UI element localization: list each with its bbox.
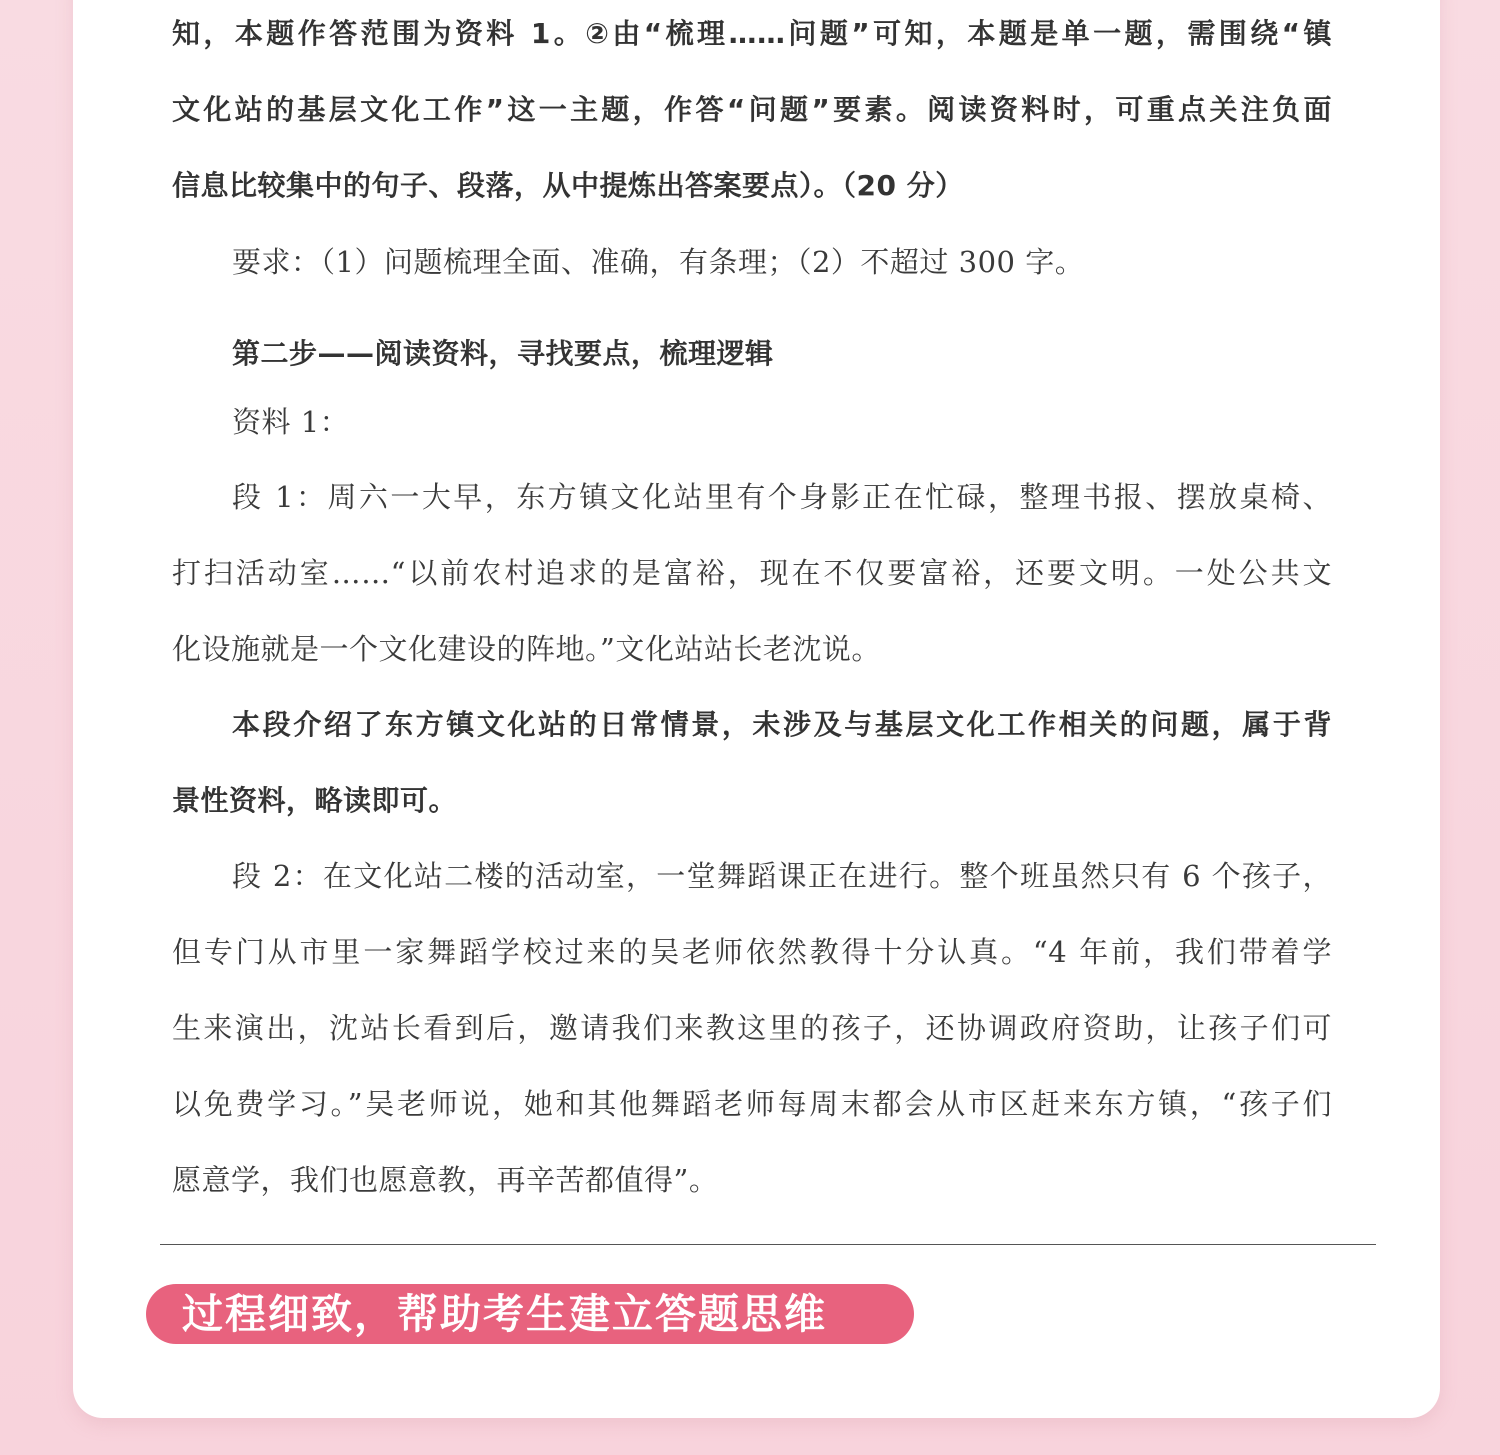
para2-line-4: 以免费学习。”吴老师说，她和其他舞蹈老师每周末都会从市区赶来东方镇，“孩子们: [172, 1087, 1332, 1121]
requirement-text: 要求：（1）问题梳理全面、准确，有条理；（2）不超过 300 字。: [232, 245, 1085, 279]
feature-banner-text: 过程细致，帮助考生建立答题思维: [182, 1290, 827, 1338]
analysis-line-2: 景性资料，略读即可。: [172, 784, 458, 817]
intro-line-3: 信息比较集中的句子、段落，从中提炼出答案要点）。（20 分）: [172, 169, 964, 202]
para2-line-3: 生来演出，沈站长看到后，邀请我们来教这里的孩子，还协调政府资助，让孩子们可: [172, 1011, 1332, 1045]
para2-line-2: 但专门从市里一家舞蹈学校过来的吴老师依然教得十分认真。“4 年前，我们带着学: [172, 935, 1332, 969]
intro-line-1: 知，本题作答范围为资料 1。②由“梳理……问题”可知，本题是单一题，需围绕“镇: [172, 17, 1332, 50]
intro-line-2: 文化站的基层文化工作”这一主题，作答“问题”要素。阅读资料时，可重点关注负面: [172, 93, 1332, 126]
material-label: 资料 1：: [232, 405, 350, 439]
feature-banner: [146, 1284, 914, 1344]
analysis-line-1: 本段介绍了东方镇文化站的日常情景，未涉及与基层文化工作相关的问题，属于背: [232, 708, 1332, 741]
para2-line-1: 段 2：在文化站二楼的活动室，一堂舞蹈课正在进行。整个班虽然只有 6 个孩子，: [232, 859, 1332, 893]
para1-line-1: 段 1：周六一大早，东方镇文化站里有个身影正在忙碌，整理书报、摆放桌椅、: [232, 480, 1332, 514]
para1-line-3: 化设施就是一个文化建设的阵地。”文化站站长老沈说。: [172, 632, 881, 666]
step-heading: 第二步——阅读资料，寻找要点，梳理逻辑: [232, 337, 774, 370]
para1-line-2: 打扫活动室……“以前农村追求的是富裕，现在不仅要富裕，还要文明。一处公共文: [172, 556, 1332, 590]
section-divider: [160, 1244, 1376, 1245]
para2-line-5: 愿意学，我们也愿意教，再辛苦都值得”。: [172, 1163, 719, 1197]
